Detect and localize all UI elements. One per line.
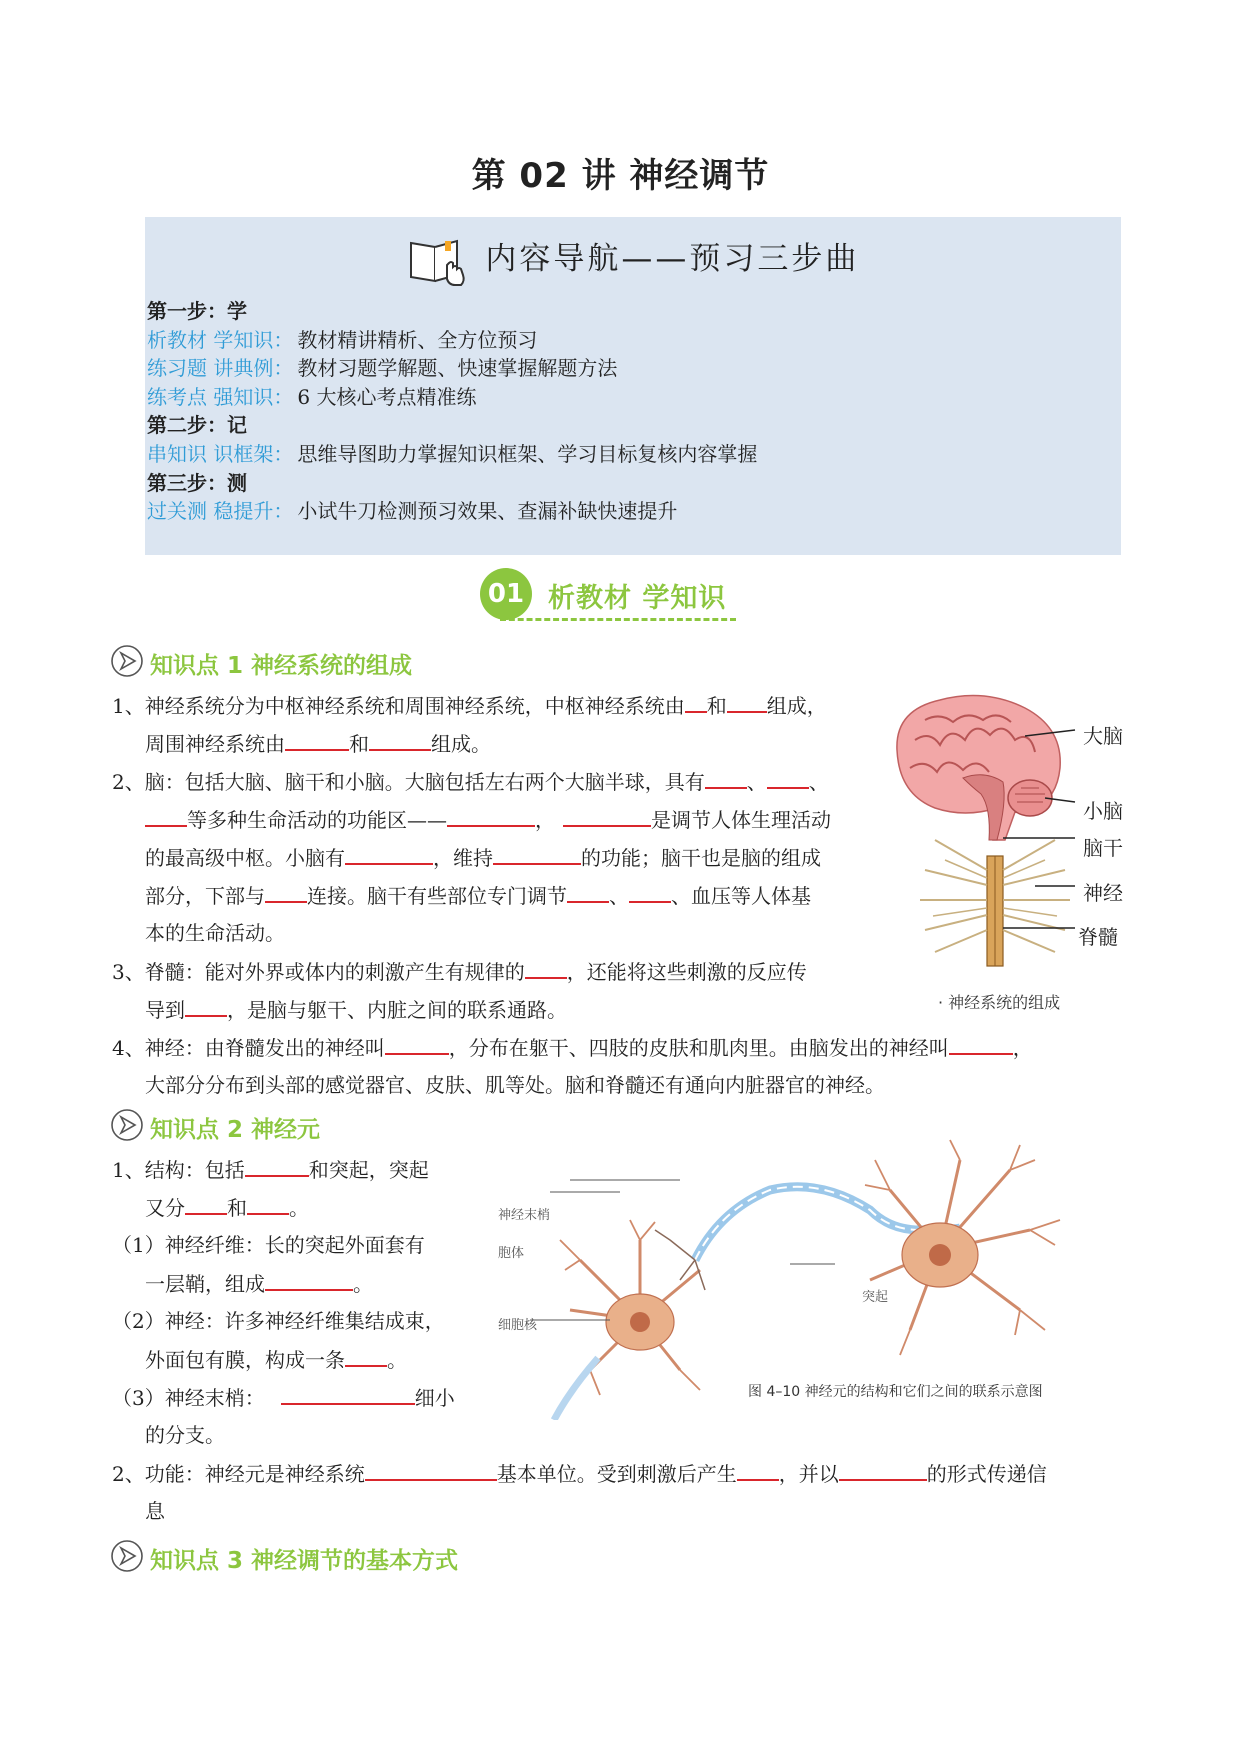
answer-blank[interactable] bbox=[145, 807, 187, 827]
kp2-line-6 bbox=[145, 1347, 407, 1372]
nav-item-2 bbox=[147, 354, 757, 383]
nav-item-3-keyword: 练考点 强知识： bbox=[147, 384, 294, 409]
text: 1、神经系统分为中枢神经系统和周围神经系统，中枢神经系统由 bbox=[112, 694, 685, 718]
kp1-line-4 bbox=[145, 807, 831, 832]
text: 和突起，突起 bbox=[308, 1158, 429, 1182]
answer-blank[interactable] bbox=[245, 1157, 309, 1177]
kp1-line-1 bbox=[112, 693, 827, 718]
text: 等多种生命活动的功能区—— bbox=[187, 808, 447, 832]
kp2-line-1 bbox=[112, 1157, 429, 1182]
text: 和 bbox=[227, 1196, 247, 1220]
text: 。 bbox=[387, 1348, 407, 1372]
answer-blank[interactable] bbox=[685, 693, 707, 713]
kp2-line-4 bbox=[145, 1271, 373, 1296]
nav-item-1-keyword: 析教材 学知识： bbox=[147, 327, 294, 352]
label-cerebellum: 小脑 bbox=[1083, 799, 1123, 823]
knowledge-point-1-heading bbox=[110, 644, 610, 678]
answer-blank[interactable] bbox=[365, 1461, 497, 1481]
text: 2、功能：神经元是神经系统 bbox=[112, 1462, 365, 1486]
text: 和 bbox=[349, 732, 369, 756]
nav-item-2-keyword: 练习题 讲典例： bbox=[147, 356, 294, 381]
text: 组成， bbox=[766, 694, 827, 718]
neuron-right bbox=[865, 1140, 1060, 1355]
nav-item-4-keyword: 串知识 识框架： bbox=[147, 441, 294, 466]
nav-header bbox=[145, 233, 1121, 287]
text: 。 bbox=[289, 1196, 309, 1220]
text: 、血压等人体基 bbox=[671, 884, 811, 908]
text: 连接。脑干有些部位专门调节 bbox=[307, 884, 567, 908]
knowledge-point-3-heading bbox=[110, 1539, 610, 1573]
figure-caption-nervous-system: · 神经系统的组成 bbox=[938, 993, 1061, 1012]
kp2-line-8: 的分支。 bbox=[145, 1423, 225, 1447]
nav-item-1-text: 教材精讲精析、全方位预习 bbox=[297, 327, 538, 352]
kp1-line-8 bbox=[112, 959, 807, 984]
nav-step-3: 第三步：测 bbox=[147, 470, 247, 495]
text: 基本单位。受到刺激后产生 bbox=[496, 1462, 737, 1486]
section-title: 析教材 学知识 bbox=[548, 583, 727, 614]
knowledge-point-2-title: 知识点 2 神经元 bbox=[150, 1117, 321, 1143]
text: ，并以 bbox=[778, 1462, 839, 1486]
kp1-line-5 bbox=[145, 845, 821, 870]
text: ，维持 bbox=[433, 846, 493, 870]
answer-blank[interactable] bbox=[345, 1347, 387, 1367]
label-nucleus: 细胞核 bbox=[498, 1318, 538, 1333]
text: ， bbox=[535, 808, 555, 832]
answer-blank[interactable] bbox=[767, 769, 809, 789]
answer-blank[interactable] bbox=[705, 769, 747, 789]
answer-blank[interactable] bbox=[369, 731, 431, 751]
text: 1、结构：包括 bbox=[112, 1158, 245, 1182]
kp2-line-3: （1）神经纤维：长的突起外面套有 bbox=[112, 1233, 425, 1257]
text: 的最高级中枢。小脑有 bbox=[145, 846, 345, 870]
answer-blank[interactable] bbox=[567, 883, 609, 903]
label-cerebrum: 大脑 bbox=[1083, 724, 1123, 748]
kp1-line-11: 大部分分布到头部的感觉器官、皮肤、肌等处。脑和脊髓还有通向内脏器官的神经。 bbox=[145, 1073, 885, 1097]
book-pointer-icon bbox=[407, 235, 467, 287]
kp1-line-3 bbox=[112, 769, 829, 794]
answer-blank[interactable] bbox=[345, 845, 433, 865]
answer-blank[interactable] bbox=[281, 1385, 415, 1405]
kp2-line-7 bbox=[112, 1385, 455, 1410]
label-nerve: 神经 bbox=[1083, 881, 1123, 905]
text: 又分 bbox=[145, 1196, 185, 1220]
label-spinal-cord: 脊髓 bbox=[1078, 925, 1118, 949]
arrow-circle-icon bbox=[110, 1108, 144, 1142]
nav-item-2-text: 教材习题学解题、快速掌握解题方法 bbox=[297, 356, 618, 381]
text: 组成。 bbox=[431, 732, 491, 756]
label-process: 突起 bbox=[862, 1290, 889, 1305]
answer-blank[interactable] bbox=[265, 883, 307, 903]
text: 导到 bbox=[145, 998, 185, 1022]
text: ，分布在躯干、四肢的皮肤和肌肉里。由脑发出的神经叫 bbox=[448, 1036, 949, 1060]
knowledge-point-3-title: 知识点 3 神经调节的基本方式 bbox=[150, 1548, 459, 1574]
text: 、 bbox=[609, 884, 629, 908]
section-number-badge: 01 bbox=[480, 568, 532, 620]
figure-caption-neuron: 图 4–10 神经元的结构和它们之间的联系示意图 bbox=[748, 1384, 1043, 1400]
neuron-figure bbox=[490, 1130, 1140, 1420]
text: 2、脑：包括大脑、脑干和小脑。大脑包括左右两个大脑半球，具有 bbox=[112, 770, 705, 794]
kp1-line-10 bbox=[112, 1035, 1033, 1060]
nav-step-2: 第二步：记 bbox=[147, 413, 247, 438]
arrow-circle-icon bbox=[110, 644, 144, 678]
kp1-line-2 bbox=[145, 731, 491, 756]
answer-blank[interactable] bbox=[949, 1035, 1013, 1055]
text: 4、神经：由脊髓发出的神经叫 bbox=[112, 1036, 385, 1060]
kp2-line-10: 息 bbox=[145, 1499, 165, 1523]
nav-item-5 bbox=[147, 497, 757, 526]
nav-item-4 bbox=[147, 440, 757, 469]
nav-item-5-text: 小试牛刀检测预习效果、查漏补缺快速提升 bbox=[297, 499, 678, 524]
answer-blank[interactable] bbox=[185, 1195, 227, 1215]
text: 3、脊髓：能对外界或体内的刺激产生有规律的 bbox=[112, 960, 525, 984]
text: （3）神经末梢： bbox=[112, 1386, 265, 1410]
label-cell-body: 胞体 bbox=[498, 1246, 525, 1261]
text: 外面包有膜，构成一条 bbox=[145, 1348, 345, 1372]
section-underline bbox=[500, 618, 736, 621]
text: 的形式传递信 bbox=[926, 1462, 1047, 1486]
answer-blank[interactable] bbox=[247, 1195, 289, 1215]
text: 周围神经系统由 bbox=[145, 732, 285, 756]
kp2-line-5: （2）神经：许多神经纤维集结成束， bbox=[112, 1309, 445, 1333]
kp1-line-6 bbox=[145, 883, 811, 908]
nav-step-1: 第一步：学 bbox=[147, 299, 247, 323]
answer-blank[interactable] bbox=[385, 1035, 449, 1055]
answer-blank[interactable] bbox=[839, 1461, 927, 1481]
text: 一层鞘，组成 bbox=[145, 1272, 265, 1296]
text: 和 bbox=[706, 694, 727, 718]
text: 部分，下部与 bbox=[145, 884, 265, 908]
answer-blank[interactable] bbox=[265, 1271, 353, 1291]
text: ，还能将这些刺激的反应传 bbox=[566, 960, 807, 984]
kp1-line-7: 本的生命活动。 bbox=[145, 921, 285, 945]
answer-blank[interactable] bbox=[525, 959, 567, 979]
nav-item-3-text: 6 大核心考点精准练 bbox=[297, 384, 477, 409]
page-title: 第 02 讲 神经调节 bbox=[471, 156, 770, 196]
answer-blank[interactable] bbox=[493, 845, 581, 865]
text: ， bbox=[1012, 1036, 1033, 1060]
answer-blank[interactable] bbox=[447, 807, 535, 827]
answer-blank[interactable] bbox=[737, 1461, 779, 1481]
nav-item-5-keyword: 过关测 稳提升： bbox=[147, 499, 294, 524]
brain-illustration bbox=[897, 696, 1060, 841]
answer-blank[interactable] bbox=[629, 883, 671, 903]
knowledge-point-1-title: 知识点 1 神经系统的组成 bbox=[150, 653, 413, 679]
answer-blank[interactable] bbox=[563, 807, 651, 827]
text: ，是脑与躯干、内脏之间的联系通路。 bbox=[227, 998, 567, 1022]
answer-blank[interactable] bbox=[185, 997, 227, 1017]
kp2-line-9 bbox=[112, 1461, 1047, 1486]
arrow-circle-icon bbox=[110, 1539, 144, 1573]
label-nerve-ending: 神经末梢 bbox=[498, 1208, 551, 1223]
nav-header-text: 内容导航——预习三步曲 bbox=[485, 241, 860, 277]
text: 是调节人体生理活动 bbox=[651, 808, 831, 832]
text: 的功能；脑干也是脑的组成 bbox=[581, 846, 821, 870]
knowledge-point-2-heading bbox=[110, 1108, 510, 1142]
answer-blank[interactable] bbox=[285, 731, 349, 751]
content-navigation-box bbox=[145, 217, 1121, 555]
kp1-line-9 bbox=[145, 997, 567, 1022]
text: 。 bbox=[353, 1272, 373, 1296]
nav-item-1 bbox=[147, 326, 757, 355]
kp2-line-2 bbox=[145, 1195, 309, 1220]
text: 、 bbox=[746, 770, 767, 794]
nav-item-4-text: 思维导图助力掌握知识框架、学习目标复核内容掌握 bbox=[297, 441, 758, 466]
nav-item-3 bbox=[147, 383, 757, 412]
text: 、 bbox=[808, 770, 829, 794]
text: 细小 bbox=[414, 1386, 455, 1410]
nav-lines bbox=[147, 297, 757, 526]
spinal-cord-illustration bbox=[920, 840, 1070, 966]
label-brainstem: 脑干 bbox=[1083, 836, 1123, 860]
answer-blank[interactable] bbox=[727, 693, 767, 713]
